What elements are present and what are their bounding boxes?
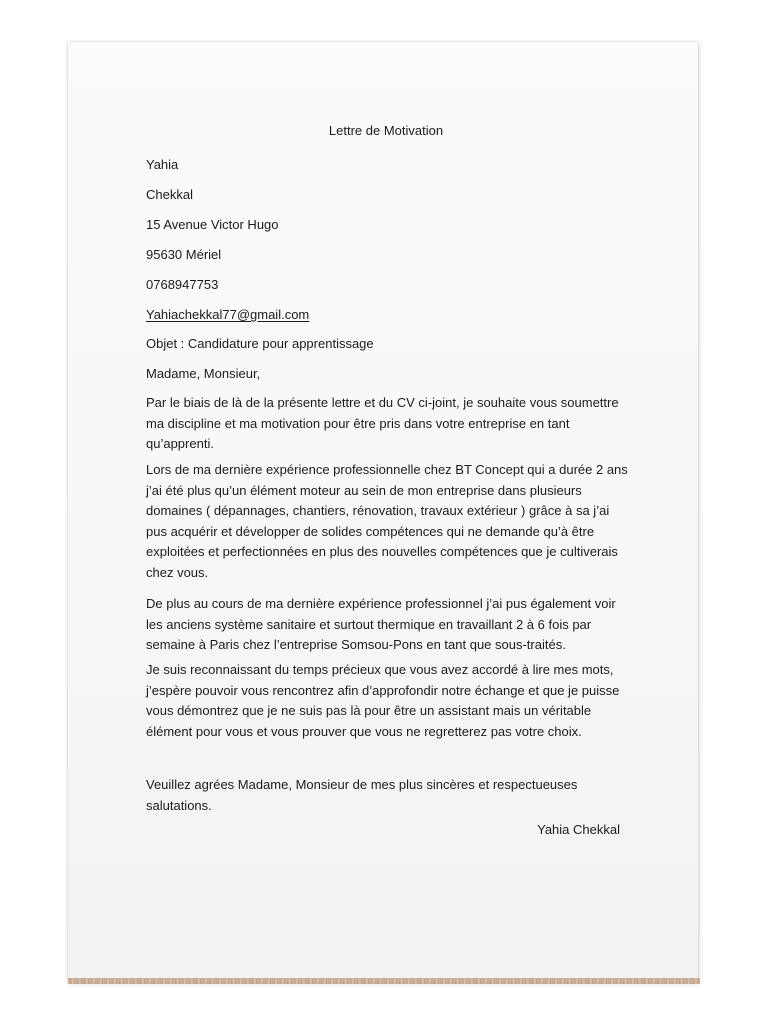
sender-first-name: Yahia <box>146 157 179 172</box>
sender-street: 15 Avenue Victor Hugo <box>146 217 279 232</box>
paper-sheet <box>68 42 698 982</box>
sender-city: 95630 Mériel <box>146 247 222 262</box>
letter-subject: Objet : Candidature pour apprentissage <box>146 336 374 351</box>
cover-letter <box>68 42 698 982</box>
body-paragraph-regards: Veuillez agrées Madame, Monsieur de mes plus sincères et respectueuses salutations. <box>146 777 578 813</box>
body-paragraph-skills: De plus au cours de ma dernière expérience professionnel j’ai pus également voir les anciens système sanitaire et surtout thermique en travaillant 2 à 6 fois par semaine à Paris chez l’entreprise Somsou-Pons en tant que sous-traités. <box>146 596 616 652</box>
sender-last-name: Chekkal <box>146 187 193 202</box>
body-paragraph-intro: Par le biais de là de la présente lettre et du CV ci-joint, je souhaite vous soumettre ma discipline et ma motivation pour être pris dans votre entreprise en tant qu’apprenti. <box>146 395 619 451</box>
letter-title: Lettre de Motivation <box>328 123 444 138</box>
sender-phone: 0768947753 <box>146 277 219 292</box>
body-paragraph-experience: Lors de ma dernière expérience professionnelle chez BT Concept qui a durée 2 ans j’ai été plus qu’un élément moteur au sein de mon entreprise dans plusieurs domaines ( dépannages, chantiers, rénovation, travaux extérieur ) grâce à sa j’ai pus acquérir et développer de solides compétences qui ne demande qu’à être exploitées et perfectionnées en plus des nouvelles compétences que je cultiverais chez vous. <box>146 462 628 580</box>
table-surface-edge <box>68 978 700 984</box>
body-paragraph-closing: Je suis reconnaissant du temps précieux que vous avez accordé à lire mes mots, j’espère pouvoir vous rencontrez afin d’approfondir notre échange et que je puisse vous démontrez que je ne suis pas là pour être un assistant mais un véritable élément pour vous et vous prouver que vous ne regretterez pas votre choix. <box>146 662 620 739</box>
sender-email-link[interactable]: Yahiachekkal77@gmail.com <box>146 307 310 322</box>
letter-salutation: Madame, Monsieur, <box>146 366 261 381</box>
signature-name: Yahia Chekkal <box>537 822 620 837</box>
